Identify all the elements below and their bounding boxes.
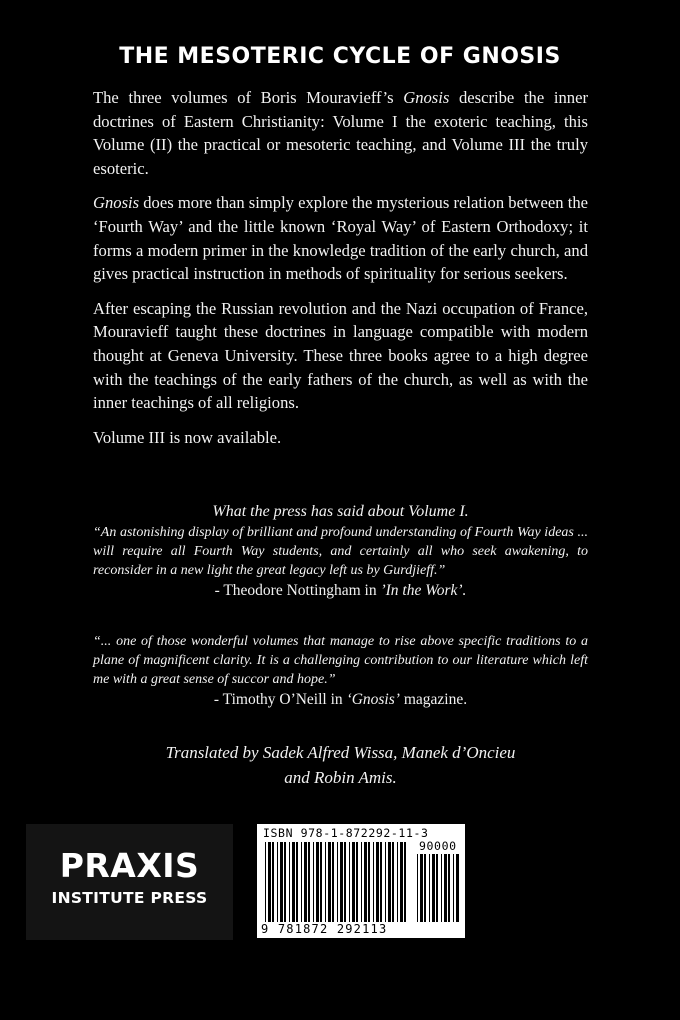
publisher-subtitle: INSTITUTE PRESS [51, 889, 208, 907]
barcode-bar [436, 854, 438, 922]
review-attribution-2: - Timothy O’Neill in ‘Gnosis’ magazine. [213, 691, 468, 708]
barcode-bar [385, 842, 386, 922]
review-attribution-1: - Theodore Nottingham in ’In the Work’. [214, 582, 467, 599]
barcode-bar [352, 842, 355, 922]
barcode-bar [332, 842, 334, 922]
barcode-bar [304, 842, 307, 922]
barcode-bar [265, 842, 266, 922]
barcode-bar [444, 854, 447, 922]
barcode-bar [400, 842, 403, 922]
barcode-bar [320, 842, 322, 922]
barcode-bar [301, 842, 302, 922]
review-quote-1: “An astonishing display of brilliant and profound understanding of Fourth Way ideas ... will require all Fourth Way students, and certainly all who seek awakening, to reconsider in a new light the great legacy left us by Gurdjieff.” [93, 525, 588, 578]
barcode-bar [308, 842, 310, 922]
barcode-bar [268, 842, 271, 922]
paragraph-2: Gnosis does more than simply explore the mysterious relation between the ‘Fourth Way’ and the little known ‘Royal Way’ of Eastern Orthodoxy; it forms a modern primer in the knowledge tradition of the early church, and gives practical instruction in methods of spirituality for serious seekers. [93, 193, 588, 284]
barcode-bar [453, 854, 454, 922]
review-quote-2: “... one of those wonderful volumes that manage to rise above specific traditions to a plane of magnificent clarity. It is a challenging contribution to our literature which left me with a great sense of succor and hope.” [93, 634, 588, 687]
barcode-bar [404, 842, 406, 922]
barcode-bar [328, 842, 331, 922]
barcode-bar [441, 854, 442, 922]
barcode-bar [316, 842, 319, 922]
barcode-bar [417, 854, 418, 922]
paragraph-3: After escaping the Russian revolution and the Nazi occupation of France, Mouravieff taught these doctrines in language compatible with modern thought at Geneva University. These three books agree to a high degree with the teachings of the early fathers of the church, as well as with the inner teachings of all religions. [93, 298, 588, 413]
barcode-bar [313, 842, 314, 922]
barcode-bar [376, 842, 379, 922]
barcode-bar [392, 842, 394, 922]
translator-credit: Translated by Sadek Alfred Wissa, Manek d’Oncieu and Robin Amis. [165, 743, 516, 787]
publisher-name: PRAXIS [59, 846, 200, 885]
isbn-number: ISBN 978-1-872292-11-3 [263, 826, 429, 840]
barcode-bar [364, 842, 367, 922]
barcode-bar [429, 854, 430, 922]
barcode-bar [277, 842, 278, 922]
description [93, 86, 588, 460]
barcode-bar [284, 842, 286, 922]
paragraph-1: The three volumes of Boris Mouravieff’s Gnosis describe the inner doctrines of Eastern Christianity: Volume I the exoteric teaching, this Volume (II) the practical or mesoteric teaching, and Volume III the truly esoteric. [93, 88, 588, 178]
price-code: 90000 [419, 839, 457, 853]
barcode-bar [397, 842, 398, 922]
isbn-barcode [257, 824, 465, 938]
barcode-bar [272, 842, 274, 922]
barcode-bar [361, 842, 362, 922]
paragraph-4: Volume III is now available. [93, 427, 282, 447]
barcode-bar [340, 842, 343, 922]
press-heading: What the press has said about Volume I. [212, 503, 469, 520]
barcode-bar [344, 842, 346, 922]
barcode-bar [380, 842, 382, 922]
barcode-bar [424, 854, 426, 922]
barcode-bar [448, 854, 450, 922]
barcode-bar [349, 842, 350, 922]
barcode-bar [325, 842, 326, 922]
publisher-logo [26, 824, 233, 940]
barcode-bar [432, 854, 435, 922]
barcode-bar [356, 842, 358, 922]
barcode-bar [337, 842, 338, 922]
barcode-bar [296, 842, 298, 922]
barcode-bar [292, 842, 295, 922]
barcode-bar [420, 854, 423, 922]
barcode-bar [456, 854, 459, 922]
book-title: THE MESOTERIC CYCLE OF GNOSIS [119, 44, 561, 69]
barcode-bar [373, 842, 374, 922]
gnosis-title: Gnosis [403, 88, 450, 107]
barcode-bar [280, 842, 283, 922]
barcode-bar [388, 842, 391, 922]
barcode-digits: 9 781872 292113 [261, 922, 388, 936]
gnosis-title: Gnosis [93, 193, 140, 213]
barcode-bars [257, 824, 465, 938]
press-reviews [93, 502, 588, 711]
barcode-bar [368, 842, 370, 922]
barcode-bar [289, 842, 290, 922]
